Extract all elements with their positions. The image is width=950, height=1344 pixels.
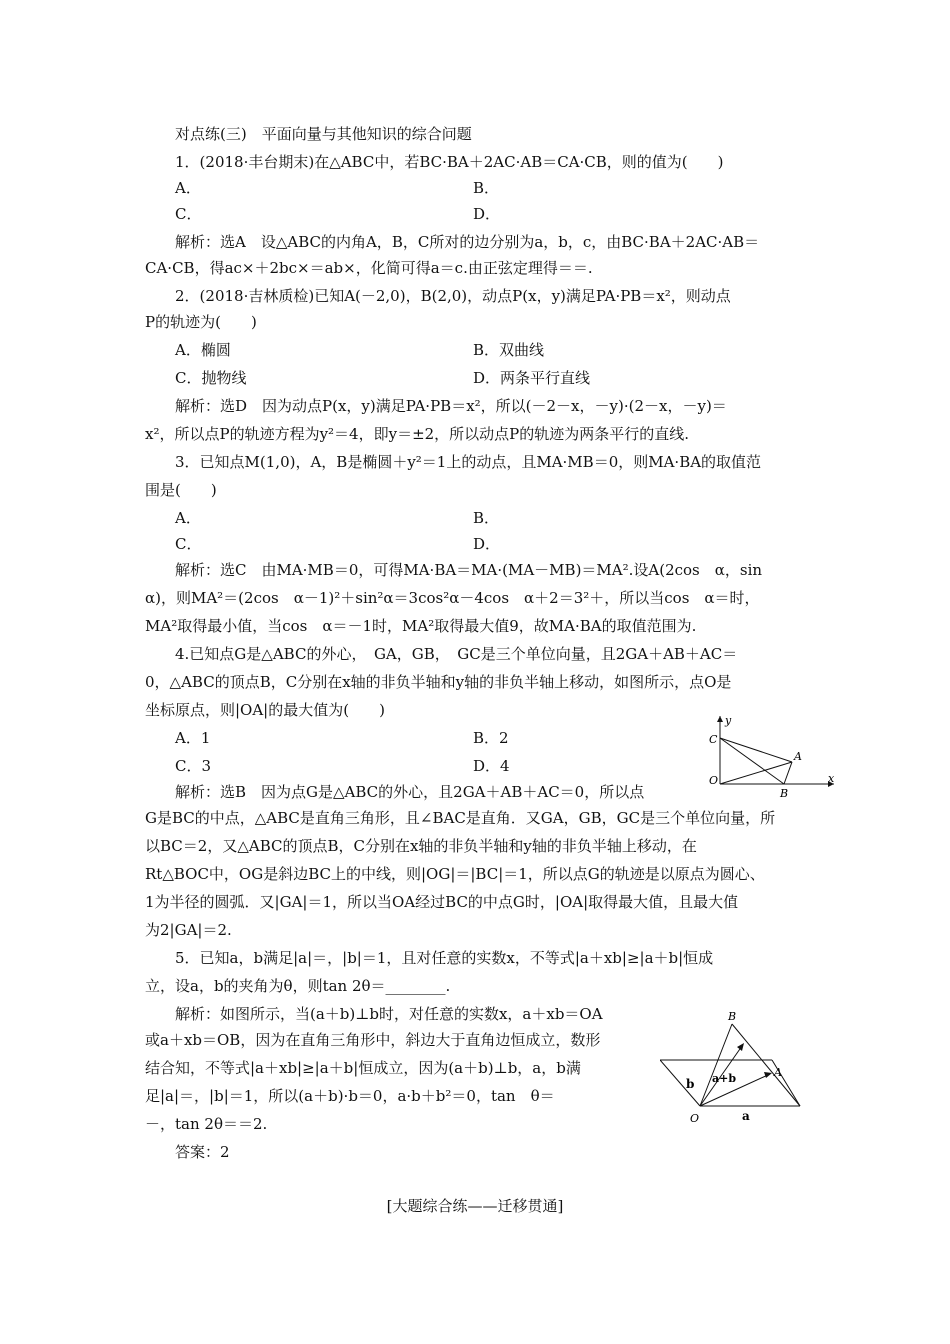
option-item: D．: [473, 535, 501, 553]
fig2-b-vector-label: b: [686, 1077, 695, 1091]
text-line: A．椭圆: [175, 341, 231, 359]
text-line: C．抛物线: [175, 369, 247, 387]
option-item: B．: [473, 509, 500, 527]
option-item: D．4: [473, 757, 510, 775]
text-line: 0，△ABC的顶点B，C分别在x轴的非负半轴和y轴的非负半轴上移动，如图所示，点O是: [145, 673, 732, 691]
text-line: α)，则MA²＝(2cos α－1)²＋sin²α＝3cos²α－4cos α＋2＝3²＋，所以当cos α＝时，: [145, 589, 760, 607]
fig1-x-label: x: [828, 772, 835, 785]
fig1-y-label: y: [725, 714, 732, 727]
fig2-b-point-label: B: [728, 1010, 737, 1023]
figure-coordinate-triangle: [700, 712, 840, 798]
fig2-a-point-label: A: [774, 1066, 782, 1079]
text-line: 围是( ): [145, 481, 217, 499]
option-item: D．两条平行直线: [473, 369, 591, 387]
text-line: CA·CB，得ac×＋2bc×＝ab×，化简可得a＝c.由正弦定理得＝＝.: [145, 259, 593, 277]
text-line: 坐标原点，则|OA|的最大值为( ): [145, 701, 385, 719]
text-line: 解析：选D 因为动点P(x，y)满足PA·PB＝x²，所以(－2－x，－y)·(2－x，－y)＝: [175, 397, 727, 415]
text-line: C．3: [175, 757, 212, 775]
fig1-c-label: C: [709, 733, 718, 746]
text-line: Rt△BOC中，OG是斜边BC上的中线，则|OG|＝|BC|＝1，所以点G的轨迹是以原点为圆心、: [145, 865, 765, 883]
fig2-o-label: O: [690, 1112, 700, 1125]
text-line: 解析：如图所示，当(a＋b)⊥b时，对任意的实数x，a＋xb＝OA: [175, 1005, 603, 1023]
text-line: 以BC＝2，又△ABC的顶点B，C分别在x轴的非负半轴和y轴的非负半轴上移动，在: [145, 837, 697, 855]
text-line: G是BC的中点，△ABC是直角三角形，且∠BAC是直角．又GA，GB，GC是三个单位向量，所: [145, 809, 776, 827]
text-line: 立，设a，b的夹角为θ，则tan 2θ＝________.: [145, 977, 451, 995]
text-line: 5．已知a，b满足|a|＝，|b|＝1，且对任意的实数x，不等式|a＋xb|≥|a＋b|恒成: [175, 949, 714, 967]
text-line: 或a＋xb＝OB，因为在直角三角形中，斜边大于直角边恒成立，数形: [145, 1031, 601, 1049]
option-item: D．: [473, 205, 501, 223]
text-line: C．: [175, 535, 202, 553]
fig2-a-vector-label: a: [742, 1109, 750, 1123]
text-line: 为2|GA|＝2.: [145, 921, 232, 939]
fig2-apb-label: a+b: [712, 1072, 737, 1085]
text-line: C．: [175, 205, 202, 223]
figure-vector-triangle: [660, 1010, 810, 1130]
option-item: B．双曲线: [473, 341, 545, 359]
text-line: A．: [175, 179, 201, 197]
option-item: B．: [473, 179, 500, 197]
text-line: 解析：选B 因为点G是△ABC的外心，且2GA＋AB＋AC＝0，所以点: [175, 783, 645, 801]
text-line: 解析：选C 由MA·MB＝0，可得MA·BA＝MA·(MA－MB)＝MA².设A(2cos α，sin: [175, 561, 763, 579]
text-line: P的轨迹为( ): [145, 313, 257, 331]
text-line: －，tan 2θ＝＝2.: [145, 1115, 268, 1133]
text-line: 2．(2018·吉林质检)已知A(－2,0)，B(2,0)，动点P(x，y)满足PA·PB＝x²，则动点: [175, 287, 731, 305]
text-line: A．: [175, 509, 201, 527]
option-item: B．2: [473, 729, 509, 747]
text-line: 3．已知点M(1,0)，A，B是椭圆＋y²＝1上的动点，且MA·MB＝0，则MA·BA的取值范: [175, 453, 762, 471]
fig1-o-label: O: [709, 774, 719, 787]
text-line: 答案：2: [175, 1143, 230, 1161]
text-line: 足|a|＝，|b|＝1，所以(a＋b)·b＝0，a·b＋b²＝0，tan θ＝: [145, 1087, 555, 1105]
text-line: x²，所以点P的轨迹方程为y²＝4，即y＝±2，所以动点P的轨迹为两条平行的直线.: [145, 425, 690, 443]
text-line: A．1: [175, 729, 211, 747]
fig1-b-label: B: [780, 787, 789, 798]
text-line: MA²取得最小值，当cos α＝－1时，MA²取得最大值9，故MA·BA的取值范围为.: [145, 617, 697, 635]
section-footer: [大题综合练——迁移贯通]: [386, 1197, 564, 1215]
text-line: 1．(2018·丰台期末)在△ABC中，若BC·BA＋2AC·AB＝CA·CB，则的值为( ): [175, 153, 724, 171]
text-line: 1为半径的圆弧．又|GA|＝1，所以当OA经过BC的中点G时，|OA|取得最大值，且最大值: [145, 893, 739, 911]
text-line: 4.已知点G是△ABC的外心， GA，GB， GC是三个单位向量，且2GA＋AB＋AC＝: [175, 645, 738, 663]
text-line: 对点练(三) 平面向量与其他知识的综合问题: [175, 125, 472, 143]
fig1-a-label: A: [794, 750, 802, 763]
text-line: 解析：选A 设△ABC的内角A，B，C所对的边分别为a，b，c，由BC·BA＋2AC·AB＝: [175, 233, 760, 251]
text-line: 结合知，不等式|a＋xb|≥|a＋b|恒成立，因为(a＋b)⊥b，a，b满: [145, 1059, 581, 1077]
